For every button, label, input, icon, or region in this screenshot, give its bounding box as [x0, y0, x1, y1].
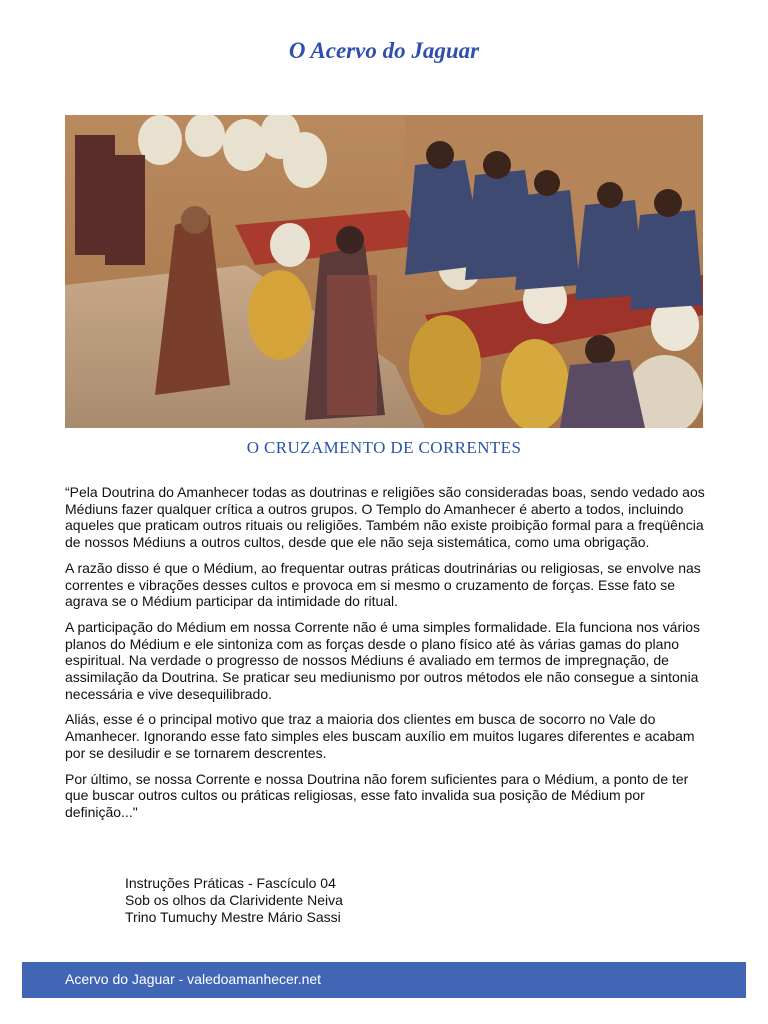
source-citation: [125, 875, 343, 926]
article-body: [65, 484, 705, 830]
footer-text: Acervo do Jaguar - valedoamanhecer.net: [65, 971, 322, 987]
section-heading: O CRUZAMENTO DE CORRENTES: [246, 438, 522, 457]
paragraph: Aliás, esse é o principal motivo que traz a maioria dos clientes em busca de socorro no Vale do Amanhecer. Ignorando esse fato simples eles buscam auxílio em muitos lugares diferentes e acabam por se desiludir e se tornarem descrentes.: [65, 711, 695, 761]
source-line: Instruções Práticas - Fascículo 04: [125, 875, 336, 891]
paragraph: A razão disso é que o Médium, ao frequentar outras práticas doutrinárias ou religiosas, se envolve nas correntes e vibrações desses cultos e provoca em si mesmo o cruzamento de forças. Esse fato se agrava se o Médium participar da intimidade do ritual.: [65, 559, 701, 610]
source-line: Trino Tumuchy Mestre Mário Sassi: [125, 909, 341, 925]
ceremony-photo: [65, 115, 703, 428]
paragraph: Por último, se nossa Corrente e nossa Doutrina não forem suficientes para o Médium, a ponto de ter que buscar outros cultos ou práticas religiosas, esse fato invalida sua posição de Médium por definição...": [65, 770, 689, 820]
paragraph: “Pela Doutrina do Amanhecer todas as doutrinas e religiões são consideradas boas, sendo vedado aos Médiuns fazer qualquer crítica a outros grupos. O Templo do Amanhecer é aberto a todos, incluindo aqueles que praticam outros rituais ou religiões. Também não existe proibição formal para a freqüência de nossos Médiuns a outros cultos, desde que ele não seja sistemática, como uma obrigação.: [65, 484, 705, 551]
source-line: Sob os olhos da Clarividente Neiva: [125, 892, 343, 908]
footer-bar: [22, 962, 746, 998]
paragraph: A participação do Médium em nossa Corrente não é uma simples formalidade. Ela funciona nos vários planos do Médium e ele sintoniza com as forças desde o plano físico até às várias gamas do plano espiritual. Na verdade o progresso de nossos Médiuns é avaliado em termos de impregnação, de assimilação da Doutrina. Se praticar seu mediunismo por outros métodos ele não consegue a sintonia necessária e vive desequilibrado.: [65, 618, 700, 702]
page-title: O Acervo do Jaguar: [288, 38, 480, 63]
